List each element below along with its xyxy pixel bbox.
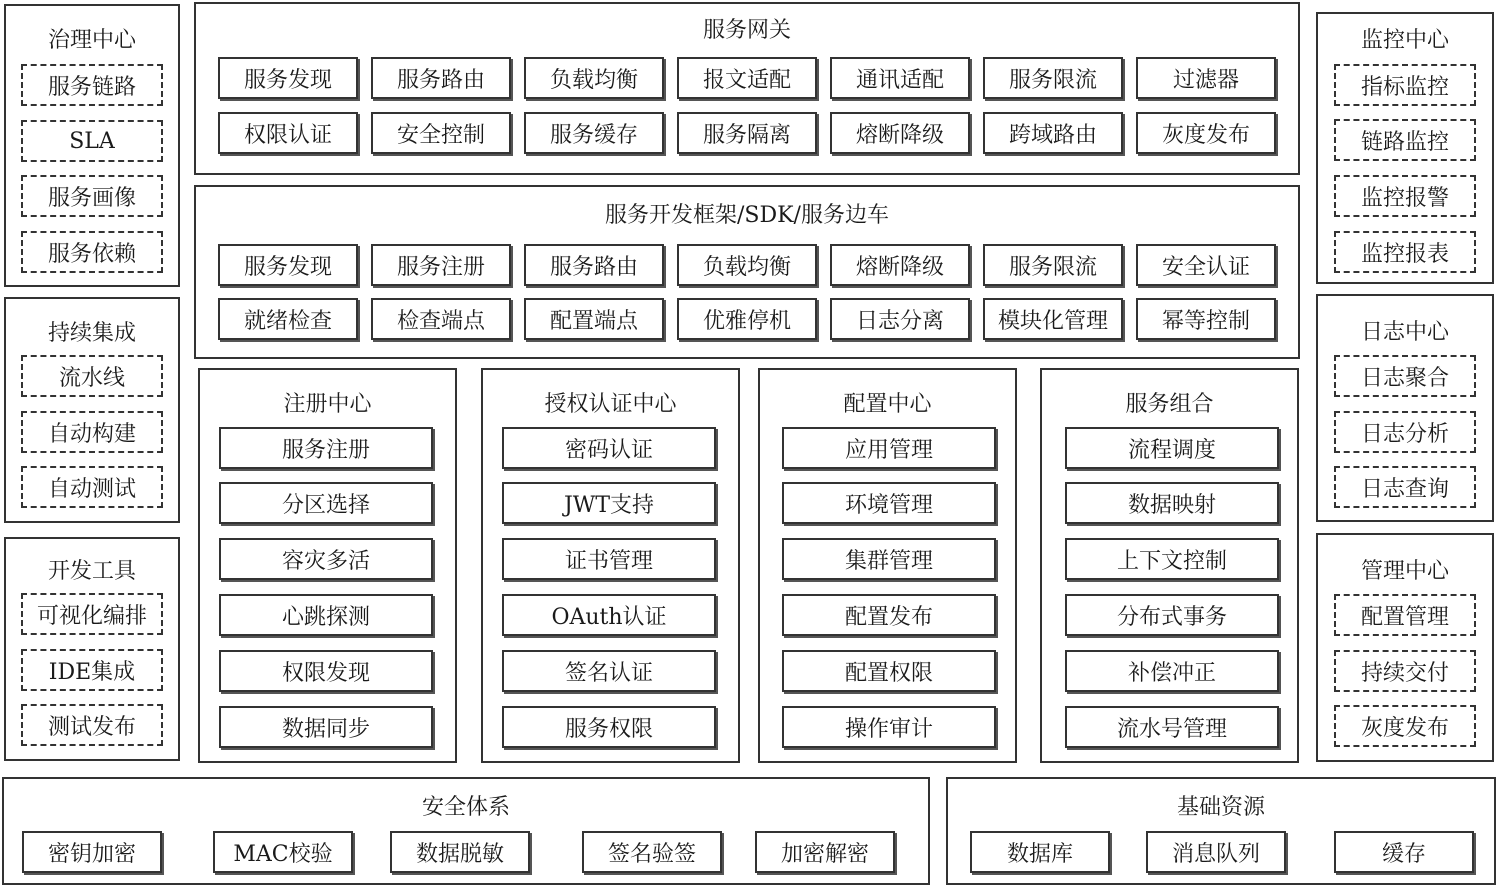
mgmt-item: 配置管理 <box>1334 594 1476 636</box>
framework-item: 熔断降级 <box>830 244 970 286</box>
management-center-panel <box>1316 533 1494 762</box>
config-item: 环境管理 <box>782 482 996 524</box>
gateway-item: 服务发现 <box>218 57 358 99</box>
gateway-item: 过滤器 <box>1136 57 1276 99</box>
governance-center-panel <box>4 4 180 287</box>
security-system-panel <box>2 777 930 885</box>
service-framework-title: 服务开发框架/SDK/服务边车 <box>605 203 889 228</box>
log-item: 日志查询 <box>1334 466 1476 508</box>
gateway-item: 权限认证 <box>218 112 358 154</box>
security-item: MAC校验 <box>213 831 353 873</box>
log-center-panel <box>1316 294 1494 522</box>
registry-center-title: 注册中心 <box>283 392 372 417</box>
service-gateway-panel <box>194 2 1300 175</box>
monitor-item: 监控报警 <box>1334 175 1476 217</box>
registry-item: 心跳探测 <box>219 594 433 636</box>
gateway-item: 灰度发布 <box>1136 112 1276 154</box>
ci-item: 自动构建 <box>21 411 163 453</box>
infra-item: 缓存 <box>1334 831 1474 873</box>
framework-item: 安全认证 <box>1136 244 1276 286</box>
gateway-item: 服务隔离 <box>677 112 817 154</box>
gateway-item: 通讯适配 <box>830 57 970 99</box>
composition-item: 流水号管理 <box>1065 706 1279 748</box>
auth-center-title: 授权认证中心 <box>544 392 677 417</box>
service-framework-panel <box>194 185 1300 359</box>
governance-item: 服务画像 <box>21 175 163 217</box>
registry-item: 权限发现 <box>219 650 433 692</box>
gateway-item: 服务限流 <box>983 57 1123 99</box>
composition-item: 分布式事务 <box>1065 594 1279 636</box>
service-composition-panel <box>1040 368 1299 763</box>
infra-item: 消息队列 <box>1146 831 1286 873</box>
monitoring-center-title: 监控中心 <box>1360 28 1449 53</box>
framework-item: 配置端点 <box>524 298 664 340</box>
management-center-title: 管理中心 <box>1360 559 1449 584</box>
composition-item: 上下文控制 <box>1065 538 1279 580</box>
framework-item: 检查端点 <box>371 298 511 340</box>
config-item: 操作审计 <box>782 706 996 748</box>
security-item: 加密解密 <box>755 831 895 873</box>
framework-item: 服务注册 <box>371 244 511 286</box>
gateway-item: 熔断降级 <box>830 112 970 154</box>
governance-center-title: 治理中心 <box>47 28 136 53</box>
infrastructure-panel <box>946 777 1496 885</box>
mgmt-item: 灰度发布 <box>1334 705 1476 747</box>
auth-item: 服务权限 <box>502 706 716 748</box>
config-item: 集群管理 <box>782 538 996 580</box>
framework-item: 模块化管理 <box>983 298 1123 340</box>
registry-item: 数据同步 <box>219 706 433 748</box>
governance-item: 服务依赖 <box>21 231 163 273</box>
composition-item: 数据映射 <box>1065 482 1279 524</box>
gateway-item: 服务路由 <box>371 57 511 99</box>
registry-item: 分区选择 <box>219 482 433 524</box>
infra-item: 数据库 <box>970 831 1110 873</box>
composition-item: 流程调度 <box>1065 427 1279 469</box>
gateway-item: 服务缓存 <box>524 112 664 154</box>
continuous-integration-title: 持续集成 <box>47 321 136 346</box>
auth-item: 密码认证 <box>502 427 716 469</box>
log-item: 日志分析 <box>1334 411 1476 453</box>
registry-item: 服务注册 <box>219 427 433 469</box>
devtools-item: 测试发布 <box>21 704 163 746</box>
config-center-panel <box>758 368 1017 763</box>
infrastructure-title: 基础资源 <box>1176 795 1265 820</box>
config-item: 配置发布 <box>782 594 996 636</box>
monitoring-center-panel <box>1316 12 1494 284</box>
continuous-integration-panel <box>4 297 180 523</box>
gateway-item: 负载均衡 <box>524 57 664 99</box>
security-item: 数据脱敏 <box>390 831 530 873</box>
auth-item: 签名认证 <box>502 650 716 692</box>
devtools-item: 可视化编排 <box>21 593 163 635</box>
config-item: 应用管理 <box>782 427 996 469</box>
framework-item: 服务限流 <box>983 244 1123 286</box>
registry-center-panel <box>198 368 457 763</box>
gateway-item: 报文适配 <box>677 57 817 99</box>
framework-item: 服务路由 <box>524 244 664 286</box>
composition-item: 补偿冲正 <box>1065 650 1279 692</box>
monitor-item: 指标监控 <box>1334 64 1476 106</box>
ci-item: 自动测试 <box>21 466 163 508</box>
gateway-item: 跨域路由 <box>983 112 1123 154</box>
auth-item: JWT支持 <box>502 482 716 524</box>
auth-center-panel <box>481 368 740 763</box>
service-composition-title: 服务组合 <box>1125 392 1214 417</box>
framework-item: 就绪检查 <box>218 298 358 340</box>
auth-item: 证书管理 <box>502 538 716 580</box>
framework-item: 优雅停机 <box>677 298 817 340</box>
security-item: 签名验签 <box>582 831 722 873</box>
log-center-title: 日志中心 <box>1360 320 1449 345</box>
framework-item: 幂等控制 <box>1136 298 1276 340</box>
governance-item: SLA <box>21 120 163 162</box>
security-system-title: 安全体系 <box>421 795 510 820</box>
framework-item: 日志分离 <box>830 298 970 340</box>
framework-item: 负载均衡 <box>677 244 817 286</box>
log-item: 日志聚合 <box>1334 355 1476 397</box>
governance-item: 服务链路 <box>21 64 163 106</box>
framework-item: 服务发现 <box>218 244 358 286</box>
registry-item: 容灾多活 <box>219 538 433 580</box>
service-gateway-title: 服务网关 <box>702 18 791 43</box>
monitor-item: 监控报表 <box>1334 231 1476 273</box>
dev-tools-panel <box>4 537 180 761</box>
monitor-item: 链路监控 <box>1334 119 1476 161</box>
config-center-title: 配置中心 <box>843 392 932 417</box>
gateway-item: 安全控制 <box>371 112 511 154</box>
dev-tools-title: 开发工具 <box>47 559 136 584</box>
security-item: 密钥加密 <box>22 831 162 873</box>
config-item: 配置权限 <box>782 650 996 692</box>
mgmt-item: 持续交付 <box>1334 650 1476 692</box>
auth-item: OAuth认证 <box>502 594 716 636</box>
ci-item: 流水线 <box>21 355 163 397</box>
devtools-item: IDE集成 <box>21 649 163 691</box>
